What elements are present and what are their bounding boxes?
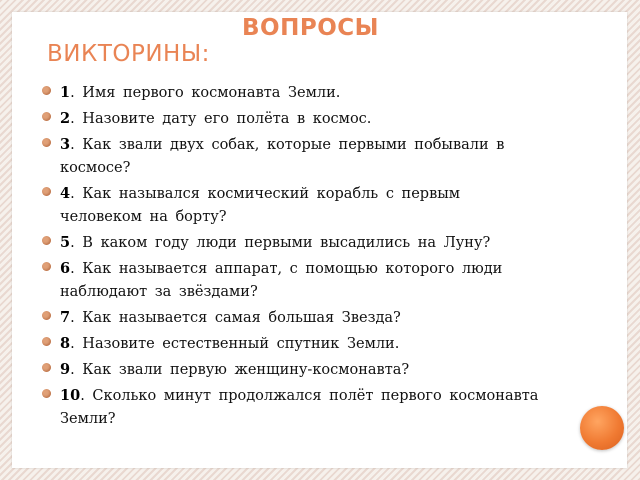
slide-panel <box>12 12 627 468</box>
question-text: . Как называется аппарат, с помощью которого люди наблюдают за звёздами? <box>60 261 503 300</box>
question-text: . В каком году люди первыми высадились на Луну? <box>70 235 491 251</box>
question-text: . Как называется самая большая Звезда? <box>70 310 401 326</box>
question-number: 7 <box>60 309 71 326</box>
question-text: . Назовите естественный спутник Земли. <box>70 336 400 352</box>
question-number: 1 <box>60 84 71 101</box>
question-number: 5 <box>60 234 71 251</box>
bullet-dot-icon <box>42 311 51 320</box>
slide-title-line1: ВОПРОСЫ <box>242 15 379 41</box>
question-list <box>40 81 540 433</box>
question-number: 8 <box>60 335 71 352</box>
question-item <box>40 306 540 330</box>
question-number: 4 <box>60 185 71 202</box>
bullet-dot-icon <box>42 363 51 372</box>
question-item <box>40 384 540 431</box>
slide-title-line2: ВИКТОРИНЫ: <box>47 41 210 67</box>
question-text: . Как звали двух собак, которые первыми побывали в космосе? <box>60 137 505 176</box>
decorative-orange-circle <box>580 406 624 450</box>
bullet-dot-icon <box>42 337 51 346</box>
question-item <box>40 107 540 131</box>
question-item <box>40 81 540 105</box>
question-item <box>40 231 540 255</box>
question-text: . Как назывался космический корабль с первым человеком на борту? <box>60 186 461 225</box>
question-item <box>40 257 540 304</box>
question-item <box>40 182 540 229</box>
bullet-dot-icon <box>42 262 51 271</box>
question-number: 9 <box>60 361 71 378</box>
question-item <box>40 358 540 382</box>
bullet-dot-icon <box>42 138 51 147</box>
question-item <box>40 133 540 180</box>
bullet-dot-icon <box>42 236 51 245</box>
question-number: 3 <box>60 136 71 153</box>
bullet-dot-icon <box>42 389 51 398</box>
bullet-dot-icon <box>42 187 51 196</box>
question-number: 10 <box>60 387 81 404</box>
question-text: . Сколько минут продолжался полёт первого космонавта Земли? <box>60 388 539 427</box>
bullet-dot-icon <box>42 112 51 121</box>
question-text: . Имя первого космонавта Земли. <box>70 85 341 101</box>
question-text: . Как звали первую женщину-космонавта? <box>70 362 410 378</box>
question-text: . Назовите дату его полёта в космос. <box>70 111 372 127</box>
question-item <box>40 332 540 356</box>
question-number: 2 <box>60 110 71 127</box>
bullet-dot-icon <box>42 86 51 95</box>
question-number: 6 <box>60 260 71 277</box>
